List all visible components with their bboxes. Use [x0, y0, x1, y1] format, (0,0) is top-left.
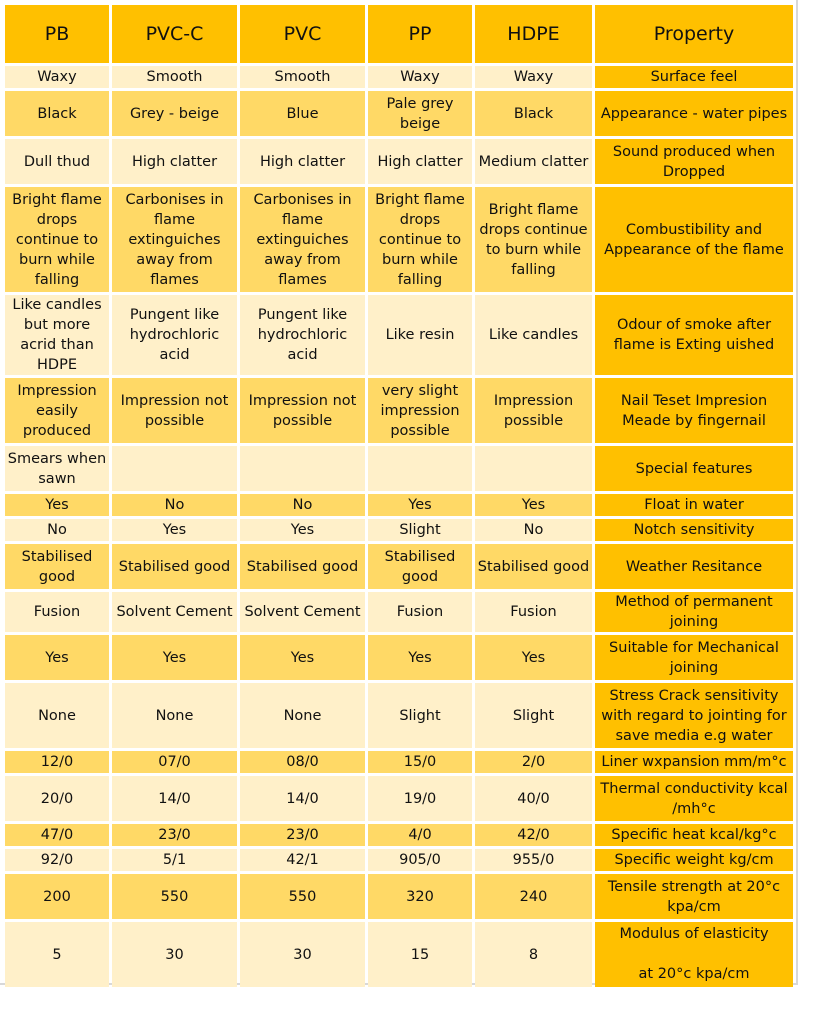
table-cell: Yes [368, 635, 472, 680]
table-cell: 550 [240, 874, 365, 919]
header-property: Property [595, 5, 793, 63]
header-pvc-c: PVC-C [112, 5, 237, 63]
table-row [5, 446, 793, 491]
table-row [5, 295, 793, 375]
table-row [5, 849, 793, 871]
property-cell: Method of permanent joining [595, 592, 793, 632]
table-row [5, 66, 793, 88]
table-cell: Stabilised good [368, 544, 472, 589]
table-cell [112, 446, 237, 491]
table-cell: 40/0 [475, 776, 592, 821]
table-row [5, 91, 793, 136]
table-cell: 550 [112, 874, 237, 919]
table-cell: 12/0 [5, 751, 109, 773]
header-pb: PB [5, 5, 109, 63]
property-cell: Appearance - water pipes [595, 91, 793, 136]
table-cell: High clatter [112, 139, 237, 184]
table-cell: 905/0 [368, 849, 472, 871]
property-label-line2: at 20°c kpa/cm [638, 966, 750, 982]
table-cell: Black [5, 91, 109, 136]
table-cell: Impression not possible [112, 378, 237, 443]
table-cell: Fusion [5, 592, 109, 632]
property-cell: Special features [595, 446, 793, 491]
table-cell: 5/1 [112, 849, 237, 871]
table-cell: Stabilised good [475, 544, 592, 589]
table-row [5, 519, 793, 541]
table-cell: 4/0 [368, 824, 472, 846]
table-cell: 92/0 [5, 849, 109, 871]
table-cell: 15 [368, 922, 472, 987]
table-cell: Bright flame drops continue to burn while falling [5, 187, 109, 292]
table-row [5, 824, 793, 846]
table-cell: 320 [368, 874, 472, 919]
property-cell [595, 922, 793, 987]
property-cell: Sound produced when Dropped [595, 139, 793, 184]
table-cell: 47/0 [5, 824, 109, 846]
table-cell: Like candles but more acrid than HDPE [5, 295, 109, 375]
pipe-material-comparison-table [2, 2, 796, 990]
table-cell: 08/0 [240, 751, 365, 773]
table-row [5, 683, 793, 748]
table-cell: Bright flame drops continue to burn while falling [368, 187, 472, 292]
table-cell: Yes [5, 635, 109, 680]
table-cell: 14/0 [240, 776, 365, 821]
property-cell: Suitable for Mechanical joining [595, 635, 793, 680]
table-cell: Stabilised good [112, 544, 237, 589]
property-cell: Liner wxpansion mm/m°c [595, 751, 793, 773]
table-row [5, 544, 793, 589]
table-cell: 42/1 [240, 849, 365, 871]
table-row [5, 187, 793, 292]
table-cell: Yes [368, 494, 472, 516]
table-cell: Dull thud [5, 139, 109, 184]
table-cell: Smears when sawn [5, 446, 109, 491]
property-cell: Specific heat kcal/kg°c [595, 824, 793, 846]
table-cell: None [112, 683, 237, 748]
property-label: Modulus of elasticity [619, 926, 769, 942]
table-cell: Waxy [368, 66, 472, 88]
table-cell: Fusion [475, 592, 592, 632]
property-cell: Thermal conductivity kcal /mh°c [595, 776, 793, 821]
table-cell: 19/0 [368, 776, 472, 821]
table-cell: Smooth [112, 66, 237, 88]
table-cell: Yes [475, 635, 592, 680]
table-cell: None [5, 683, 109, 748]
property-cell: Float in water [595, 494, 793, 516]
table-cell: 07/0 [112, 751, 237, 773]
property-cell: Stress Crack sensitivity with regard to jointing for save media e.g water [595, 683, 793, 748]
table-cell: Yes [475, 494, 592, 516]
property-cell: Odour of smoke after flame is Exting uished [595, 295, 793, 375]
table-cell: High clatter [240, 139, 365, 184]
table-cell: 23/0 [112, 824, 237, 846]
table-cell: No [112, 494, 237, 516]
table-row [5, 776, 793, 821]
property-cell: Specific weight kg/cm [595, 849, 793, 871]
table-cell: Waxy [5, 66, 109, 88]
table-row [5, 378, 793, 443]
table-cell: Waxy [475, 66, 592, 88]
table-cell: 2/0 [475, 751, 592, 773]
table-cell: Smooth [240, 66, 365, 88]
table-cell: Impression easily produced [5, 378, 109, 443]
table-cell: Bright flame drops continue to burn while falling [475, 187, 592, 292]
table-cell: 15/0 [368, 751, 472, 773]
table-cell: None [240, 683, 365, 748]
table-cell: No [240, 494, 365, 516]
table-cell [240, 446, 365, 491]
table-cell: 200 [5, 874, 109, 919]
table-cell: Yes [112, 635, 237, 680]
table-cell: Pungent like hydrochloric acid [240, 295, 365, 375]
table-cell: High clatter [368, 139, 472, 184]
table-cell: Slight [368, 519, 472, 541]
header-pvc: PVC [240, 5, 365, 63]
table-cell: 23/0 [240, 824, 365, 846]
table-cell: Yes [240, 519, 365, 541]
table-cell: Impression not possible [240, 378, 365, 443]
property-cell: Nail Teset Impresion Meade by fingernail [595, 378, 793, 443]
table-row [5, 139, 793, 184]
table-cell: Slight [475, 683, 592, 748]
property-cell: Tensile strength at 20°c kpa/cm [595, 874, 793, 919]
property-cell: Combustibility and Appearance of the flame [595, 187, 793, 292]
table-row [5, 874, 793, 919]
table-row [5, 751, 793, 773]
table-cell [475, 446, 592, 491]
table-cell: 14/0 [112, 776, 237, 821]
table-cell: 20/0 [5, 776, 109, 821]
table-cell: 5 [5, 922, 109, 987]
table-cell: Black [475, 91, 592, 136]
header-pp: PP [368, 5, 472, 63]
property-cell: Notch sensitivity [595, 519, 793, 541]
table-cell [368, 446, 472, 491]
table-cell: Stabilised good [240, 544, 365, 589]
table-cell: 8 [475, 922, 592, 987]
table-cell: Impression possible [475, 378, 592, 443]
table-cell: No [475, 519, 592, 541]
table-cell: Yes [112, 519, 237, 541]
table-cell: 42/0 [475, 824, 592, 846]
table-cell: Carbonises in flame extinguiches away from flames [240, 187, 365, 292]
table-cell: Stabilised good [5, 544, 109, 589]
table-cell: Carbonises in flame extinguiches away from flames [112, 187, 237, 292]
table-cell: 955/0 [475, 849, 592, 871]
table-cell: Yes [240, 635, 365, 680]
property-cell: Surface feel [595, 66, 793, 88]
table-cell: 30 [112, 922, 237, 987]
table-body [5, 66, 793, 987]
table-row [5, 922, 793, 987]
table-cell: Pungent like hydrochloric acid [112, 295, 237, 375]
header-hdpe: HDPE [475, 5, 592, 63]
table-row [5, 635, 793, 680]
property-cell: Weather Resitance [595, 544, 793, 589]
table-cell: Yes [5, 494, 109, 516]
table-cell: Like candles [475, 295, 592, 375]
table-cell: very slight impression possible [368, 378, 472, 443]
header-row [5, 5, 793, 63]
table-cell: No [5, 519, 109, 541]
table-cell: Medium clatter [475, 139, 592, 184]
table-cell: Solvent Cement [240, 592, 365, 632]
table-row [5, 592, 793, 632]
table-cell: Like resin [368, 295, 472, 375]
table-cell: Slight [368, 683, 472, 748]
table-cell: 30 [240, 922, 365, 987]
table-cell: Pale grey beige [368, 91, 472, 136]
table-cell: 240 [475, 874, 592, 919]
table-cell: Fusion [368, 592, 472, 632]
table-cell: Blue [240, 91, 365, 136]
table-row [5, 494, 793, 516]
table-cell: Grey - beige [112, 91, 237, 136]
table-cell: Solvent Cement [112, 592, 237, 632]
